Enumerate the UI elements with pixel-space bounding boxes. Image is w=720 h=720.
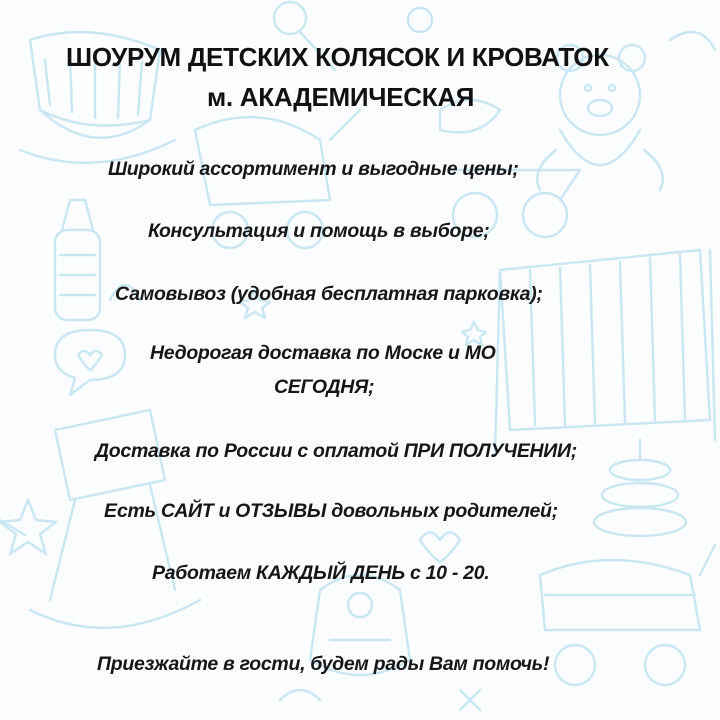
feature-moscow-delivery: Недорогая доставка по Моске и МО bbox=[150, 342, 496, 364]
title-line-1: ШОУРУМ ДЕТСКИХ КОЛЯСОК И КРОВАТОК bbox=[66, 42, 609, 72]
feature-consultation: Консультация и помощь в выборе; bbox=[148, 220, 490, 242]
feature-working-hours: Работаем КАЖДЫЙ ДЕНЬ с 10 - 20. bbox=[152, 562, 490, 584]
feature-moscow-delivery-today: СЕГОДНЯ; bbox=[274, 376, 375, 398]
crib-doodle bbox=[495, 250, 715, 455]
feature-assortment: Широкий ассортимент и выгодные цены; bbox=[108, 158, 519, 180]
feature-russia-delivery: Доставка по России с оплатой ПРИ ПОЛУЧЕНИИ; bbox=[95, 440, 577, 462]
carriage-doodle bbox=[540, 545, 715, 685]
speech-bubble-doodle bbox=[55, 330, 125, 395]
feature-pickup: Самовывоз (удобная бесплатная парковка); bbox=[115, 283, 543, 305]
stacking-rings-doodle bbox=[594, 440, 686, 536]
title-line-2: м. АКАДЕМИЧЕСКАЯ bbox=[207, 82, 475, 112]
feature-site-reviews: Есть САЙТ и ОТЗЫВЫ довольных родителей; bbox=[104, 500, 558, 522]
closing-invitation: Приезжайте в гости, будем рады Вам помочь! bbox=[97, 653, 550, 675]
